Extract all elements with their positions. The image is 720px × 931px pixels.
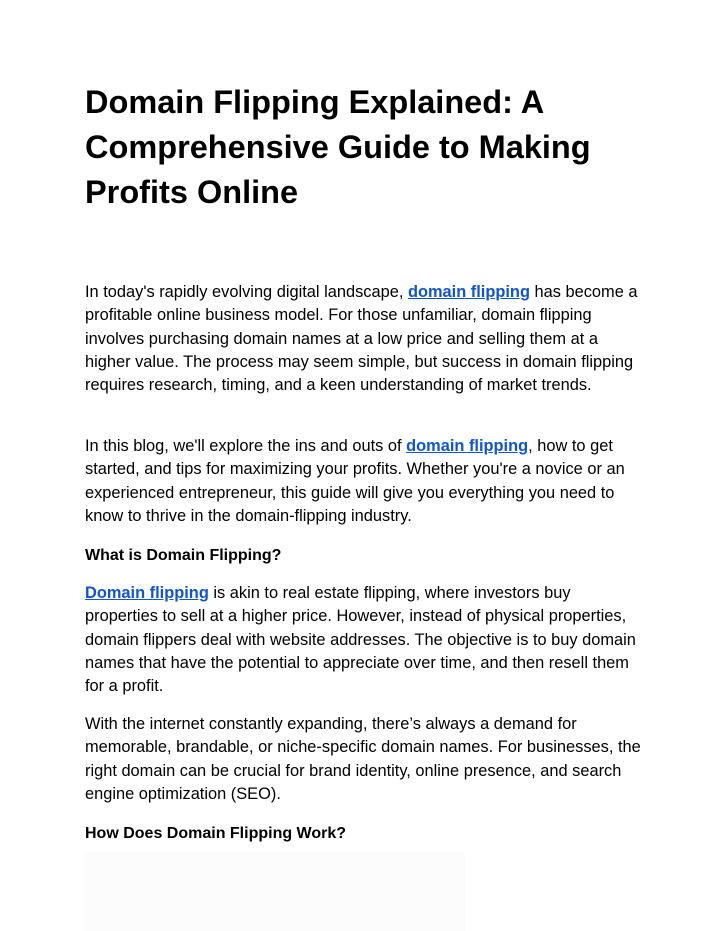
domain-flipping-link[interactable]: domain flipping	[407, 283, 530, 301]
domain-flipping-link[interactable]: Domain flipping	[85, 584, 209, 602]
blog-overview-paragraph	[85, 435, 645, 528]
paragraph-text: , how to get started, and tips for maximizing your profits. Whether you're a novice or an experienced entrepreneur, this guide will give you everything you need to know to thrive in the domain-flipping industry.	[85, 437, 625, 525]
paragraph-text: has become a profitable online business model. For those unfamiliar, domain flipping involves purchasing domain names at a low price and selling them at a higher value. The process may seem simple, but success in domain flipping requires research, timing, and a keen understanding of market trends.	[85, 283, 638, 395]
page-fade	[85, 852, 465, 931]
domain-flipping-link[interactable]: domain flipping	[406, 437, 529, 455]
paragraph-text: In this blog, we'll explore the ins and outs of	[85, 437, 407, 455]
section-heading-what-is: What is Domain Flipping?	[85, 547, 282, 564]
definition-paragraph	[85, 582, 645, 698]
intro-paragraph	[85, 281, 645, 397]
paragraph-text: is akin to real estate flipping, where investors buy properties to sell at a higher price. However, instead of physical properties, domain flippers deal with website addresses. The objective is to buy domain names that have the potential to appreciate over time, and then resell them for a profit.	[85, 584, 636, 696]
demand-paragraph: With the internet constantly expanding, there’s always a demand for memorable, brandable, or niche-specific domain names. For businesses, the right domain can be crucial for brand identity, online presence, and search engine optimization (SEO).	[85, 715, 641, 803]
section-heading-how-it-works: How Does Domain Flipping Work?	[85, 825, 347, 842]
paragraph-text: In today's rapidly evolving digital landscape,	[85, 283, 408, 301]
page-title: Domain Flipping Explained: A Comprehensive Guide to Making Profits Online	[85, 84, 591, 210]
